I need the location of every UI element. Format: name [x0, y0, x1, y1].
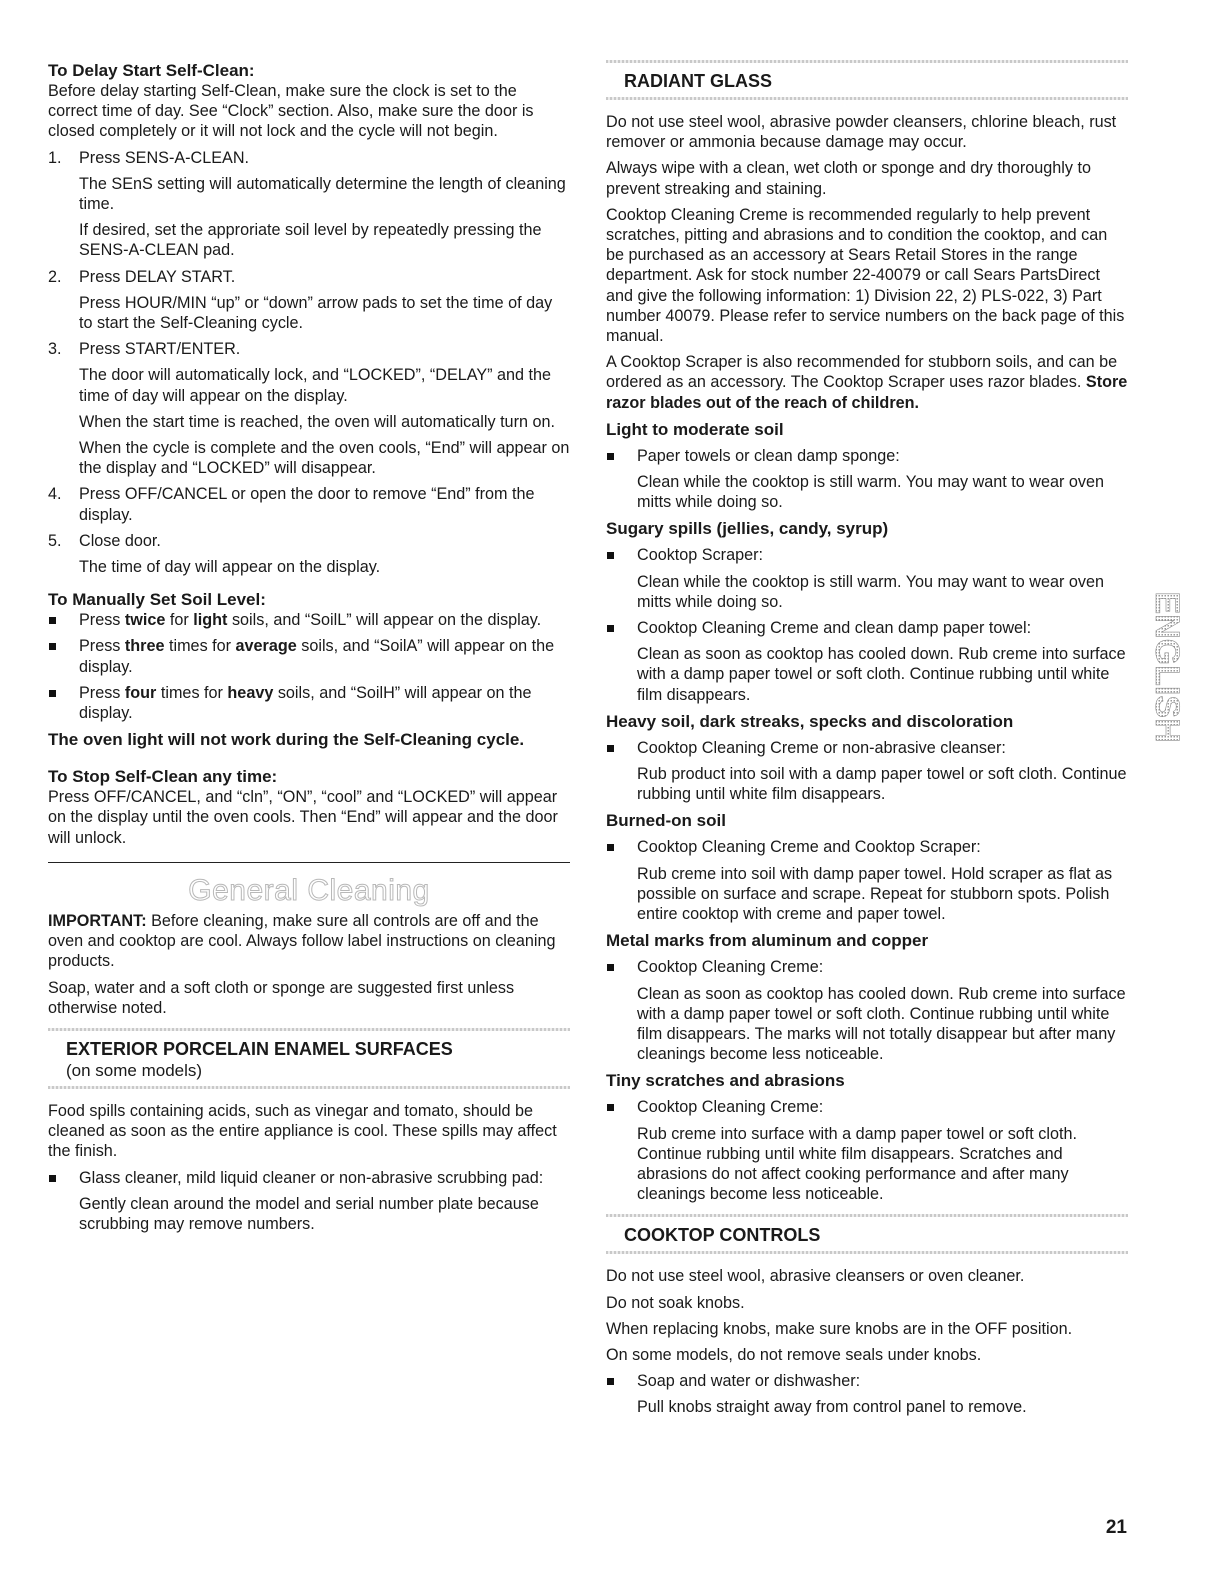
cleaning-instructions: Clean while the cooktop is still warm. You may want to wear oven mitts while doing so.	[637, 572, 1104, 611]
controls-line: Do not soak knobs.	[606, 1293, 745, 1312]
radiant-p3: Cooktop Cleaning Creme is recommended regularly to help prevent scratches, pitting and abrasions and to condition the cooktop, and can be purchased as an accessory at Sears Retail Stores in the range department. Ask for stock number 22-40079 or call Sears PartsDirect and give the following information: 1) Division 22, 2) PLS-022, 3) Part number 40079. Please refer to service numbers on the back page of this manual.	[606, 205, 1125, 346]
soap-text: Soap, water and a soft cloth or sponge are suggested first unless otherwise noted.	[48, 978, 515, 1017]
controls-title: COOKTOP CONTROLS	[624, 1225, 821, 1246]
step-item	[48, 267, 570, 334]
cleaning-instructions: Rub creme into soil with damp paper towel. Hold scraper as flat as possible on surface and scrape. Repeat for stubborn spots. Polish entire cooktop with creme and paper towel.	[637, 864, 1113, 924]
cleaner-bullet	[606, 1097, 1128, 1117]
soil-level-text: average	[235, 637, 297, 656]
cleaner-bullet	[606, 618, 1128, 638]
delay-intro: Before delay starting Self-Clean, make sure the clock is set to the correct time of day. See “Clock” section. Also, make sure the door is closed completely or it will not lock and the cycle will not begin.	[48, 82, 534, 141]
radiant-p4-text: A Cooktop Scraper is also recommended for stubborn soils, and can be ordered as an accessory. The Cooktop Scraper uses razor blades.	[606, 353, 1118, 392]
radiant-p2: Always wipe with a clean, wet cloth or sponge and dry thoroughly to prevent streaking and staining.	[606, 159, 1091, 198]
exterior-subtitle: (on some models)	[66, 1060, 203, 1080]
bullet-square	[607, 625, 614, 632]
soil-level-item	[48, 683, 570, 723]
side-tab-label: ENGLISH	[1148, 591, 1187, 743]
radiant-title: RADIANT GLASS	[624, 71, 772, 91]
soil-type-heading: Sugary spills (jellies, candy, syrup)	[606, 519, 889, 539]
soil-level-text: soils, and “SoilL” will appear on the display.	[227, 611, 542, 630]
soil-level-text: Press	[79, 637, 125, 656]
step-number: 5.	[48, 531, 62, 550]
soil-type-heading: Light to moderate soil	[606, 419, 784, 439]
cleaner-name: Cooktop Cleaning Creme:	[637, 1098, 824, 1117]
step-number: 2.	[48, 267, 62, 286]
step-number: 1.	[48, 148, 62, 167]
soil-level-text: times for	[164, 637, 236, 656]
soil-level-item	[48, 610, 570, 630]
soil-level-text: soils, and “SoilH” will appear on the display.	[79, 683, 532, 723]
controls-line: On some models, do not remove seals under knobs.	[606, 1345, 982, 1364]
step-item	[48, 484, 570, 524]
cleaning-instructions: Rub product into soil with a damp paper towel or soft cloth. Continue rubbing until white film disappears.	[637, 765, 1127, 804]
soil-types	[606, 419, 1128, 1204]
important-paragraph	[48, 911, 570, 972]
bullet-square	[607, 844, 614, 851]
soil-level-text: Press	[79, 683, 125, 702]
soil-type-heading: Metal marks from aluminum and copper	[606, 931, 929, 951]
controls-bullet	[606, 1371, 1128, 1391]
cleaning-instructions: Clean as soon as cooktop has cooled down. Rub creme into surface with a damp paper towel or soft cloth. Continue rubbing until white film disappears.	[637, 645, 1126, 704]
exterior-band	[48, 1028, 570, 1089]
step-text: Press DELAY START.	[79, 267, 236, 286]
cleaning-instructions: Rub creme into surface with a damp paper towel or soft cloth. Continue rubbing until white film disappears. Scratches and abrasions do not affect cooking performance and after many cleanings become less noticeable.	[637, 1124, 1077, 1204]
radiant-band	[606, 60, 1128, 100]
step-item	[48, 148, 570, 261]
right-column	[606, 60, 1128, 1418]
step-text: Close door.	[79, 531, 161, 550]
cleaner-bullet	[606, 738, 1128, 758]
cleaner-bullet	[606, 837, 1128, 857]
bullet-square	[607, 552, 614, 559]
cleaner-bullet	[606, 545, 1128, 565]
soil-level-text: for	[165, 611, 194, 630]
soil-level-text: soils, and “SoilA” will appear on the display.	[79, 637, 555, 676]
cleaner-name: Cooktop Cleaning Creme and clean damp paper towel:	[637, 619, 1032, 638]
bullet-square	[607, 745, 614, 752]
controls-band	[606, 1214, 1128, 1254]
exterior-text: Food spills containing acids, such as vinegar and tomato, should be cleaned as soon as the entire appliance is cool. These spills may affect the finish.	[48, 1101, 557, 1161]
section-title: General Cleaning	[188, 873, 430, 907]
cleaner-name: Cooktop Scraper:	[637, 546, 763, 565]
cleaning-instructions: Clean as soon as cooktop has cooled down. Rub creme into surface with a damp paper towel or soft cloth. Continue rubbing until white film disappears. The marks will not totally disappear but after many cleanings become less noticeable.	[637, 984, 1126, 1064]
bullet-square	[607, 453, 614, 460]
cleaner-name: Cooktop Cleaning Creme or non-abrasive cleanser:	[637, 738, 1006, 757]
step-detail: The time of day will appear on the display.	[79, 558, 381, 577]
soil-type-heading: Heavy soil, dark streaks, specks and discoloration	[606, 711, 1014, 731]
cleaner-name: Cooktop Cleaning Creme and Cooktop Scraper:	[637, 838, 981, 857]
bullet-square	[607, 1378, 614, 1385]
soil-type-heading: Tiny scratches and abrasions	[606, 1071, 845, 1091]
cleaner-name: Paper towels or clean damp sponge:	[637, 446, 900, 465]
controls-line: When replacing knobs, make sure knobs are in the OFF position.	[606, 1319, 1073, 1338]
page-number: 21	[1105, 1517, 1127, 1538]
step-number: 3.	[48, 340, 62, 359]
step-text: Press SENS-A-CLEAN.	[79, 148, 250, 167]
soil-level-text: Press	[79, 611, 125, 630]
controls-line: Do not use steel wool, abrasive cleansers or oven cleaner.	[606, 1267, 1025, 1286]
controls-bullet-text: Soap and water or dishwasher:	[637, 1372, 861, 1391]
soil-level-text: twice	[124, 611, 166, 630]
language-tab	[1148, 567, 1187, 767]
step-number: 4.	[48, 485, 62, 504]
cleaner-bullet	[606, 446, 1128, 466]
bullet-square	[607, 1104, 614, 1111]
soil-level-text: times for	[156, 683, 228, 702]
bullet-square	[49, 1175, 56, 1182]
controls-sub: Pull knobs straight away from control panel to remove.	[637, 1398, 1027, 1417]
soil-level-text: heavy	[227, 683, 274, 702]
exterior-title: EXTERIOR PORCELAIN ENAMEL SURFACES	[66, 1038, 453, 1059]
oven-light-note: The oven light will not work during the Self-Cleaning cycle.	[48, 730, 525, 750]
soil-level-text: four	[124, 683, 157, 702]
step-text: Press START/ENTER.	[79, 340, 241, 359]
english-tab-graphic	[1148, 567, 1187, 767]
bullet-square	[607, 964, 614, 971]
delay-heading: To Delay Start Self-Clean:	[48, 61, 255, 80]
cleaner-name: Cooktop Cleaning Creme:	[637, 958, 824, 977]
soil-level-text: light	[193, 611, 228, 630]
important-label: IMPORTANT:	[48, 911, 147, 930]
soil-level-item	[48, 636, 570, 676]
step-item	[48, 531, 570, 577]
radiant-p1: Do not use steel wool, abrasive powder cleansers, chlorine bleach, rust remover or ammonia because damage may occur.	[606, 113, 1117, 152]
stop-heading: To Stop Self-Clean any time:	[48, 767, 278, 787]
soil-type-heading: Burned-on soil	[606, 811, 726, 831]
step-detail: Press HOUR/MIN “up” or “down” arrow pads to set the time of day to start the Self-Cleaning cycle.	[79, 293, 553, 333]
radiant-p4	[606, 352, 1128, 413]
section-divider	[48, 862, 570, 863]
razor-warning: Store razor blades out of the reach of children.	[606, 373, 1128, 412]
cleaning-instructions: Clean while the cooktop is still warm. You may want to wear oven mitts while doing so.	[637, 473, 1104, 512]
important-text: Before cleaning, make sure all controls are off and the oven and cooktop are cool. Always follow label instructions on cleaning products.	[48, 911, 556, 971]
soil-level-list	[48, 610, 570, 723]
left-column	[48, 60, 570, 1234]
step-detail: If desired, set the approriate soil level by repeatedly pressing the SENS-A-CLEAN pad.	[79, 221, 542, 260]
delay-steps	[48, 148, 570, 578]
step-item	[48, 339, 570, 478]
step-detail: The door will automatically lock, and “LOCKED”, “DELAY” and the time of day will appear on the display.	[79, 366, 552, 405]
exterior-bullet-text: Glass cleaner, mild liquid cleaner or non-abrasive scrubbing pad:	[79, 1168, 544, 1187]
cleaner-bullet	[606, 957, 1128, 977]
step-detail: When the start time is reached, the oven will automatically turn on.	[79, 412, 555, 431]
exterior-sub: Gently clean around the model and serial number plate because scrubbing may remove numbers.	[79, 1194, 539, 1233]
soil-heading: To Manually Set Soil Level:	[48, 590, 266, 610]
step-text: Press OFF/CANCEL or open the door to remove “End” from the display.	[79, 485, 535, 524]
step-detail: The SEnS setting will automatically determine the length of cleaning time.	[79, 174, 566, 214]
exterior-bullet	[48, 1168, 570, 1188]
soil-level-text: three	[124, 637, 165, 656]
step-detail: When the cycle is complete and the oven cools, “End” will appear on the display and “LOCKED” will disappear.	[79, 439, 570, 478]
stop-text: Press OFF/CANCEL, and “cln”, “ON”, “cool” and “LOCKED” will appear on the display until the oven cools. Then “End” will appear and the door will unlock.	[48, 788, 558, 847]
